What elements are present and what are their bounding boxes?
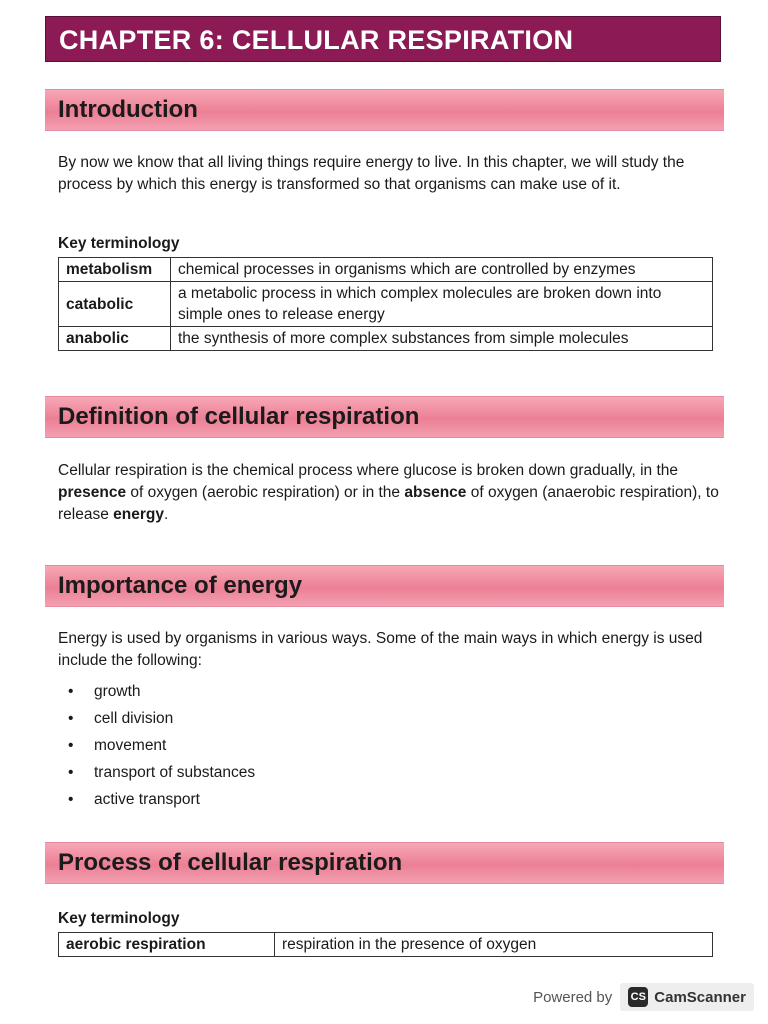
bullet-icon: • [68,737,74,754]
process-terminology-table [58,932,713,957]
definition-cell: a metabolic process in which complex molecules are broken down into simple ones to release energy [171,282,713,327]
camscanner-watermark [533,983,754,1011]
section-heading-importance: Importance of energy [45,565,724,607]
bullet-icon: • [68,791,74,808]
term-cell: aerobic respiration [59,933,275,957]
key-terminology-label: Key terminology [58,235,180,252]
bullet-icon: • [68,710,74,727]
definition-cell: the synthesis of more complex substances from simple molecules [171,327,713,351]
list-item-text: movement [94,737,167,754]
list-item [58,789,255,816]
definition-text: Cellular respiration is the chemical process where glucose is broken down gradually, in the [58,462,679,479]
definition-emphasis: presence [58,484,127,501]
table-row [59,933,713,957]
camscanner-logo-icon: CS [628,987,648,1007]
table-row [59,282,713,327]
camscanner-badge [620,983,754,1011]
key-terminology-table [58,257,713,351]
table-row [59,327,713,351]
definition-paragraph [58,460,728,526]
definition-cell: respiration in the presence of oxygen [275,933,713,957]
definition-text: of oxygen (anaerobic respiration), to release [58,484,719,523]
term-cell: anabolic [59,327,171,351]
section-heading-definition: Definition of cellular respiration [45,396,724,438]
list-item [58,762,255,789]
powered-by-label: Powered by [533,988,613,1006]
term-cell: catabolic [59,282,171,327]
definition-cell: chemical processes in organisms which are controlled by enzymes [171,258,713,282]
section-heading-introduction: Introduction [45,89,724,131]
definition-emphasis: energy [113,506,164,523]
list-item [58,708,255,735]
section-heading-process: Process of cellular respiration [45,842,724,884]
table-row [59,258,713,282]
list-item-text: cell division [94,710,174,727]
list-item-text: transport of substances [94,764,256,781]
list-item [58,681,255,708]
importance-paragraph: Energy is used by organisms in various ways. Some of the main ways in which energy is used include the following: [58,630,703,669]
bullet-icon: • [68,683,74,700]
energy-uses-list [58,681,255,816]
list-item-text: active transport [94,791,200,808]
list-item-text: growth [94,683,141,700]
introduction-paragraph: By now we know that all living things require energy to live. In this chapter, we will study the process by which this energy is transformed so that organisms can make use of it. [58,154,685,193]
list-item [58,735,255,762]
camscanner-brand: CamScanner [654,988,746,1006]
term-cell: metabolism [59,258,171,282]
definition-text: of oxygen (aerobic respiration) or in the [126,484,405,501]
definition-text: . [164,506,169,523]
definition-emphasis: absence [404,484,467,501]
bullet-icon: • [68,764,74,781]
chapter-title: CHAPTER 6: CELLULAR RESPIRATION [45,16,721,62]
key-terminology-label: Key terminology [58,910,180,927]
